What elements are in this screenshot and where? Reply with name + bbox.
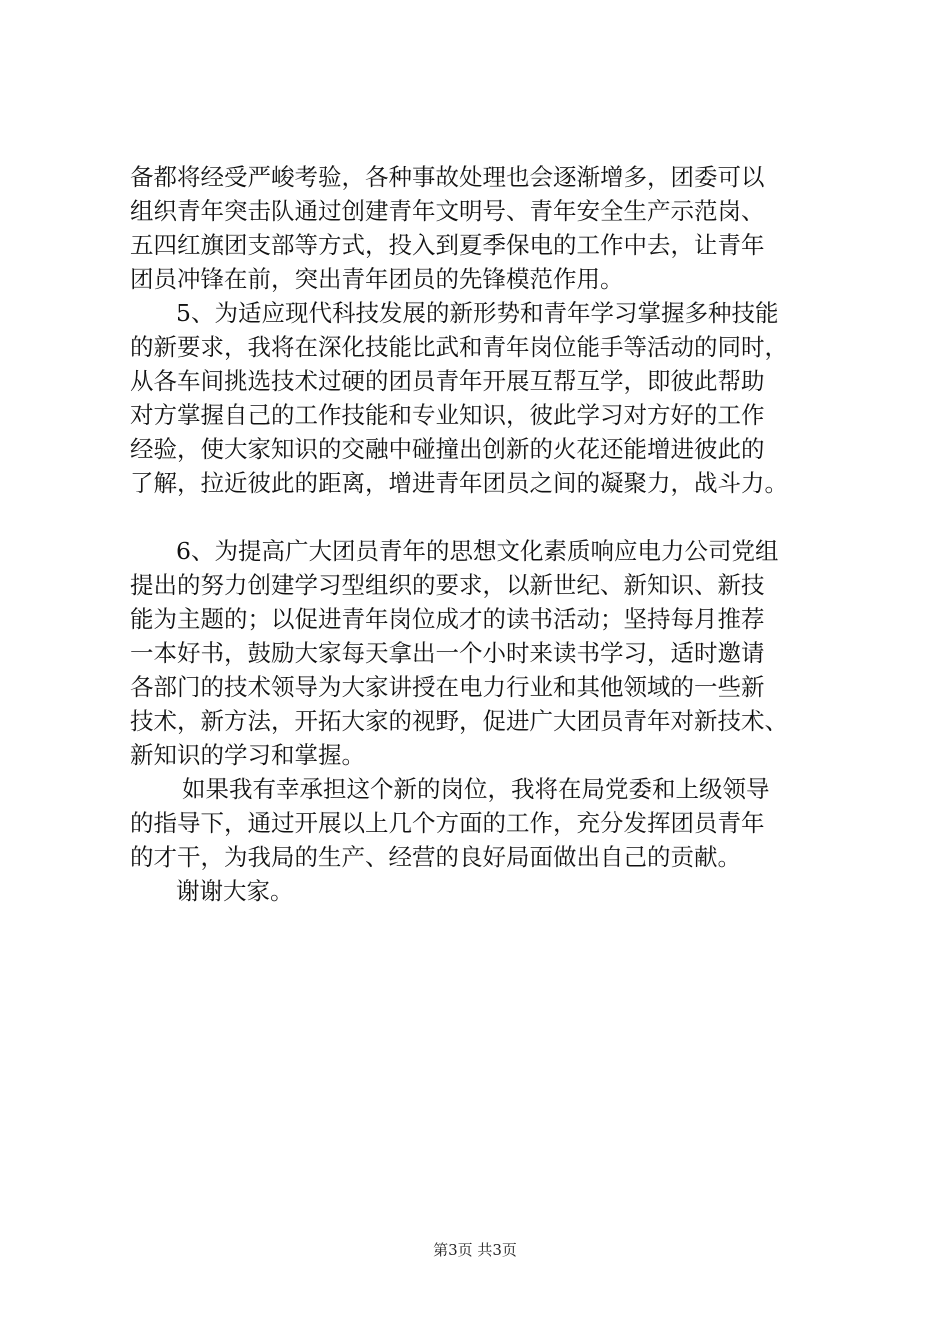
text-line: 各部门的技术领导为大家讲授在电力行业和其他领域的一些新 [130, 673, 765, 701]
paragraph-item-5 [130, 296, 870, 500]
text-line: 从各车间挑选技术过硬的团员青年开展互帮互学，即彼此帮助 [130, 367, 765, 395]
text-line: 对方掌握自己的工作技能和专业知识，彼此学习对方好的工作 [130, 401, 765, 429]
text-line: 6、为提高广大团员青年的思想文化素质响应电力公司党组 [176, 537, 779, 565]
text-line: 的指导下，通过开展以上几个方面的工作，充分发挥团员青年 [130, 809, 765, 837]
text-line: 备都将经受严峻考验，各种事故处理也会逐渐增多，团委可以 [130, 163, 765, 191]
paragraph-thanks [130, 874, 870, 908]
page-number-footer: 第3页 共3页 [433, 1241, 517, 1259]
text-line: 组织青年突击队通过创建青年文明号、青年安全生产示范岗、 [130, 197, 765, 225]
text-line: 经验，使大家知识的交融中碰撞出创新的火花还能增进彼此的 [130, 435, 765, 463]
text-line: 如果我有幸承担这个新的岗位，我将在局党委和上级领导 [182, 775, 770, 803]
paragraph-closing [130, 772, 870, 874]
paragraph-continuation [130, 160, 870, 296]
text-line: 的新要求，我将在深化技能比武和青年岗位能手等活动的同时， [130, 333, 788, 361]
text-line: 5、为适应现代科技发展的新形势和青年学习掌握多种技能 [176, 299, 779, 327]
text-line: 一本好书，鼓励大家每天拿出一个小时来读书学习，适时邀请 [130, 639, 765, 667]
text-line: 技术，新方法，开拓大家的视野，促进广大团员青年对新技术、 [130, 707, 788, 735]
text-line: 五四红旗团支部等方式，投入到夏季保电的工作中去，让青年 [130, 231, 765, 259]
text-line: 新知识的学习和掌握。 [130, 741, 365, 769]
text-line: 谢谢大家。 [176, 877, 294, 905]
text-line: 了解，拉近彼此的距离，增进青年团员之间的凝聚力，战斗力。 [130, 469, 788, 497]
text-line: 团员冲锋在前，突出青年团员的先锋模范作用。 [130, 265, 624, 293]
document-body [130, 160, 870, 908]
paragraph-item-6 [130, 534, 870, 772]
text-line: 提出的努力创建学习型组织的要求，以新世纪、新知识、新技 [130, 571, 765, 599]
paragraph-spacer [130, 500, 870, 534]
text-line: 的才干，为我局的生产、经营的良好局面做出自己的贡献。 [130, 843, 741, 871]
text-line: 能为主题的；以促进青年岗位成才的读书活动；坚持每月推荐 [130, 605, 765, 633]
